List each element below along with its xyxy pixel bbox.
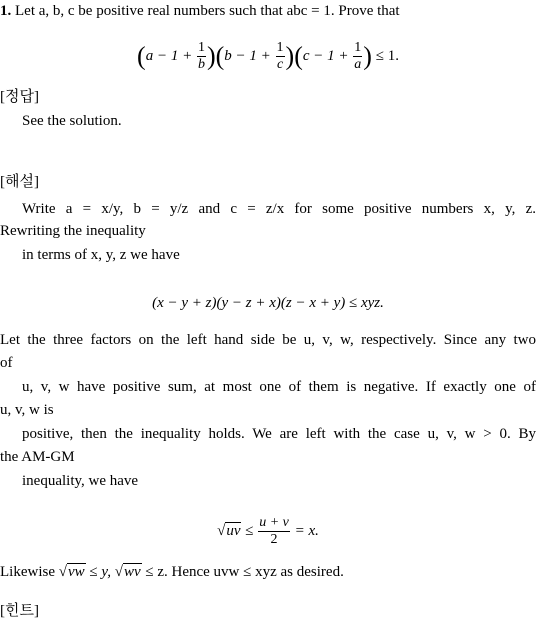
solution-line-3: in terms of x, y, z we have bbox=[22, 247, 180, 263]
sqrt-symbol: √ bbox=[58, 564, 67, 580]
sqrt-radicand-vw: vw bbox=[67, 564, 85, 580]
factor-2-text: b − 1 + bbox=[224, 48, 275, 64]
problem-line bbox=[0, 2, 400, 20]
paren-open-3: ( bbox=[294, 41, 303, 71]
hint-heading: [힌트] bbox=[0, 603, 39, 619]
sqrt-radicand: uv bbox=[226, 523, 241, 539]
solution-line-4: Let the three factors on the left hand side be u, v, w, respectively. Since any two bbox=[0, 332, 536, 348]
sqrt-symbol: √ bbox=[114, 564, 123, 580]
display-2-rhs: = x. bbox=[290, 523, 319, 539]
am-gm-num: u + v bbox=[259, 515, 289, 531]
fraction-3-num: 1 bbox=[354, 40, 362, 56]
am-gm-fraction bbox=[258, 515, 290, 548]
solution-display-1: (x − y + z)(y − z + x)(z − x + y) ≤ xyz. bbox=[152, 295, 384, 311]
paren-close-2: ) bbox=[285, 41, 295, 71]
problem-statement: Let a, b, c be positive real numbers such that abc = 1. Prove that bbox=[15, 3, 400, 19]
answer-text: See the solution. bbox=[22, 113, 122, 129]
likewise-end: ≤ z. Hence uvw ≤ xyz as desired. bbox=[141, 564, 344, 580]
sqrt-radicand-wv: wv bbox=[123, 564, 141, 580]
fraction-1-den: b bbox=[197, 57, 205, 73]
am-gm-den: 2 bbox=[270, 532, 278, 548]
factor-1-text: a − 1 + bbox=[145, 48, 196, 64]
fraction-3-den: a bbox=[354, 57, 362, 73]
paren-close-1: ) bbox=[206, 41, 216, 71]
solution-line-10: inequality, we have bbox=[22, 473, 139, 489]
solution-line-11 bbox=[0, 563, 344, 581]
factor-3-text: c − 1 + bbox=[302, 48, 353, 64]
sqrt-symbol: √ bbox=[217, 523, 226, 539]
problem-inequality bbox=[0, 36, 536, 77]
solution-line-7: u, v, w is bbox=[0, 402, 54, 418]
fraction-1 bbox=[197, 40, 206, 73]
fraction-2-num: 1 bbox=[276, 40, 284, 56]
paren-open-2: ( bbox=[215, 41, 225, 71]
fraction-1-num: 1 bbox=[197, 40, 205, 56]
likewise-text: Likewise bbox=[0, 564, 59, 580]
solution-line-9: the AM-GM bbox=[0, 449, 75, 465]
solution-line-6: u, v, w have positive sum, at most one of them is negative. If exactly one of bbox=[22, 379, 536, 395]
inequality-rhs: ≤ 1. bbox=[375, 48, 399, 64]
paren-open-1: ( bbox=[137, 41, 146, 71]
solution-line-2: Rewriting the inequality bbox=[0, 223, 146, 239]
fraction-2 bbox=[276, 40, 285, 73]
fraction-2-den: c bbox=[276, 57, 284, 73]
answer-heading: [정답] bbox=[0, 89, 39, 105]
solution-line-5: of bbox=[0, 355, 13, 371]
paren-close-3: ) bbox=[363, 41, 372, 71]
solution-heading: [해설] bbox=[0, 174, 39, 190]
solution-line-1: Write a = x/y, b = y/z and c = z/x for some positive numbers x, y, z. bbox=[22, 201, 536, 217]
fraction-3 bbox=[353, 40, 362, 73]
problem-number: 1. bbox=[0, 3, 12, 19]
solution-line-8: positive, then the inequality holds. We are left with the case u, v, w > 0. By bbox=[22, 426, 536, 442]
display-2-le: ≤ bbox=[241, 523, 258, 539]
likewise-mid: ≤ y, bbox=[85, 564, 115, 580]
solution-display-2 bbox=[0, 511, 536, 551]
